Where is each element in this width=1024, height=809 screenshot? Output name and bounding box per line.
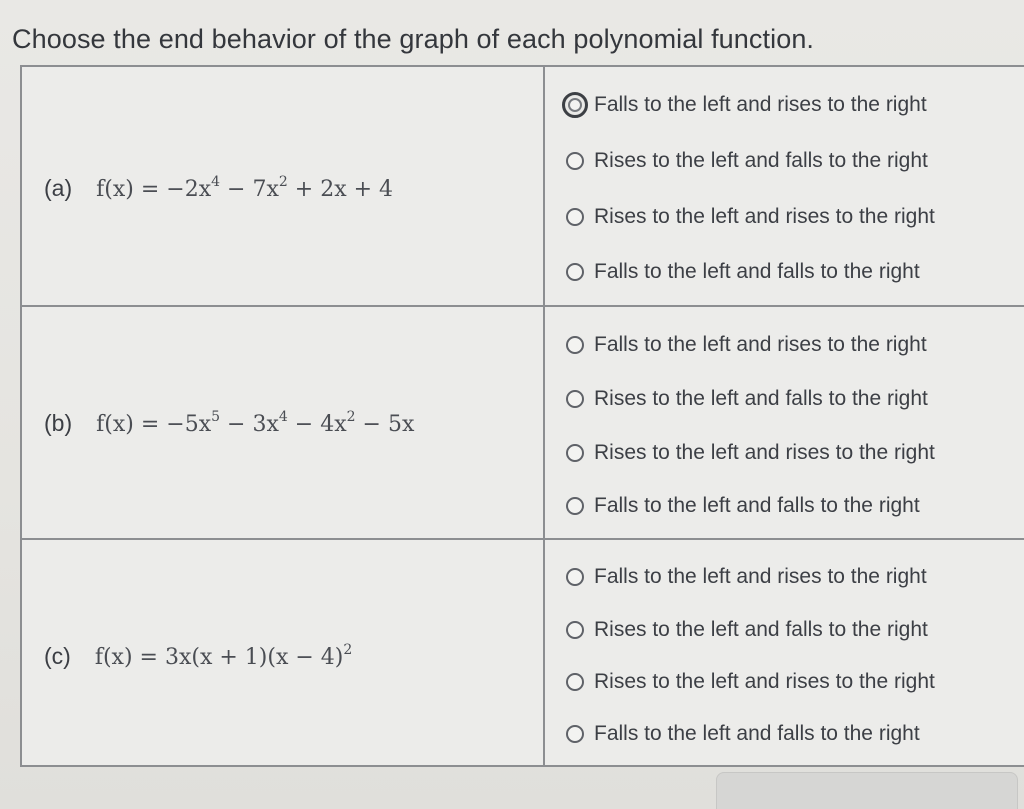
function-cell-b <box>22 307 545 538</box>
option-label: Falls to the left and falls to the right <box>594 722 920 745</box>
option-a-3[interactable] <box>566 257 920 287</box>
radio-button[interactable] <box>566 568 584 586</box>
term-b-3: − 5x <box>355 412 415 437</box>
option-c-1[interactable] <box>566 615 928 645</box>
radio-button[interactable] <box>566 444 584 462</box>
option-a-0[interactable] <box>566 90 927 120</box>
exponent-a-0: 4 <box>211 174 221 190</box>
exponent-b-0: 5 <box>211 409 221 425</box>
exponent-b-1: 4 <box>278 409 288 425</box>
term-a-2: + 2x + 4 <box>287 177 394 202</box>
option-label: Rises to the left and falls to the right <box>594 387 928 410</box>
fx-c: f(x) = <box>94 645 165 670</box>
radio-button[interactable] <box>566 673 584 691</box>
problem-label-a: (a) <box>44 175 73 201</box>
radio-button-selected[interactable] <box>562 92 588 118</box>
problem-table <box>20 65 1024 767</box>
option-c-3[interactable] <box>566 719 920 749</box>
radio-button[interactable] <box>566 152 584 170</box>
option-label: Falls to the left and rises to the right <box>594 333 927 356</box>
function-cell-a <box>22 67 545 305</box>
function-c <box>44 643 352 670</box>
option-b-3[interactable] <box>566 491 920 521</box>
instruction-text: Choose the end behavior of the graph of each polynomial function. <box>12 24 815 54</box>
radio-button[interactable] <box>566 725 584 743</box>
radio-button[interactable] <box>566 208 584 226</box>
radio-button[interactable] <box>566 263 584 281</box>
option-b-0[interactable] <box>566 330 927 360</box>
function-cell-c <box>22 540 545 765</box>
radio-button[interactable] <box>566 390 584 408</box>
option-label: Rises to the left and rises to the right <box>594 205 935 228</box>
options-a <box>566 67 1024 305</box>
function-expression-b <box>96 409 415 437</box>
option-a-1[interactable] <box>566 146 928 176</box>
problem-row-c <box>22 540 1024 765</box>
option-label: Rises to the left and rises to the right <box>594 441 935 464</box>
exponent-c-0: 2 <box>343 642 353 658</box>
problem-label-c: (c) <box>44 643 71 669</box>
options-b <box>566 307 1024 538</box>
option-b-1[interactable] <box>566 384 928 414</box>
option-label: Rises to the left and falls to the right <box>594 149 928 172</box>
option-label: Falls to the left and falls to the right <box>594 494 920 517</box>
function-expression-a <box>96 174 394 202</box>
term-b-2: − 4x <box>287 412 347 437</box>
bottom-action-button[interactable] <box>716 772 1018 809</box>
radio-button[interactable] <box>566 621 584 639</box>
function-b <box>44 410 414 437</box>
option-label: Falls to the left and rises to the right <box>594 93 927 116</box>
option-b-2[interactable] <box>566 438 935 468</box>
term-a-1: − 7x <box>220 177 279 202</box>
option-label: Falls to the left and rises to the right <box>594 565 927 588</box>
function-expression-c <box>94 642 353 670</box>
term-b-0: −5x <box>166 412 212 437</box>
term-c-0: 3x(x + 1)(x − 4) <box>164 645 344 670</box>
radio-button[interactable] <box>566 336 584 354</box>
option-c-0[interactable] <box>566 562 927 592</box>
option-label: Rises to the left and falls to the right <box>594 618 928 641</box>
exponent-a-1: 2 <box>278 174 288 190</box>
fx-a: f(x) = <box>96 177 167 202</box>
option-label: Falls to the left and falls to the right <box>594 260 920 283</box>
problem-row-a <box>22 67 1024 307</box>
radio-button[interactable] <box>566 497 584 515</box>
option-a-2[interactable] <box>566 202 935 232</box>
problem-row-b <box>22 307 1024 540</box>
term-a-0: −2x <box>166 177 212 202</box>
options-c <box>566 540 1024 765</box>
fx-b: f(x) = <box>96 412 167 437</box>
function-a <box>44 175 393 202</box>
exponent-b-2: 2 <box>346 409 356 425</box>
problem-label-b: (b) <box>44 410 73 436</box>
option-c-2[interactable] <box>566 667 935 697</box>
term-b-1: − 3x <box>220 412 279 437</box>
option-label: Rises to the left and rises to the right <box>594 670 935 693</box>
